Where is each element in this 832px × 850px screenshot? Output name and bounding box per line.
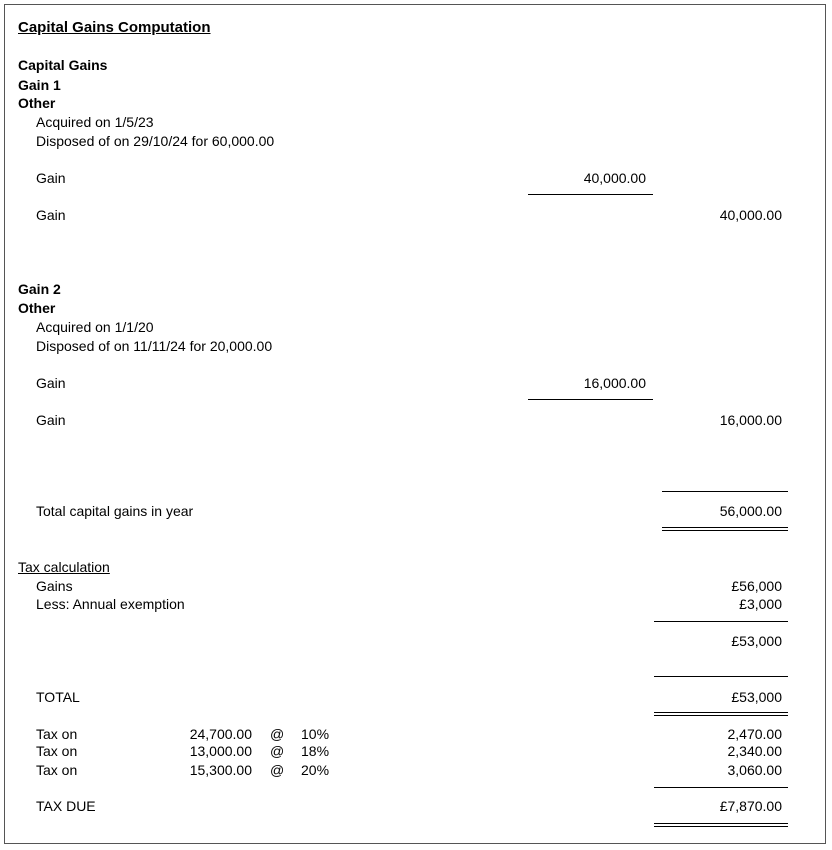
total-gains-label: Total capital gains in year [36,503,194,519]
gain-2-heading: Gain 2 [18,281,61,297]
band-2-amount: 13,000.00 [189,743,252,759]
band-1-tax: 2,470.00 [727,726,782,742]
section-heading: Capital Gains [18,57,108,73]
band-1-rate: 10% [301,726,330,742]
gain-2-rule [528,399,653,400]
gain-1-total-value: 40,000.00 [719,207,782,223]
band-2-tax: 2,340.00 [727,743,782,759]
gain-1-acquired: Acquired on 1/5/23 [36,114,154,130]
gain-1-disposed: Disposed of on 29/10/24 for 60,000.00 [36,133,275,149]
band-3-at: @ [270,762,285,778]
tax-due-label: TAX DUE [36,798,96,814]
band-1-amount: 24,700.00 [189,726,252,742]
total-value: £53,000 [731,689,782,705]
band-2-at: @ [270,743,285,759]
gain-2-label: Gain [36,375,66,391]
total-top-rule [654,676,788,677]
tax-gains-label: Gains [36,578,73,594]
gain-1-total-label: Gain [36,207,66,223]
exemption-value: £3,000 [739,596,782,612]
net-gains-value: £53,000 [731,633,782,649]
tax-due-top-rule [654,787,788,788]
total-gains-value: 56,000.00 [719,503,782,519]
gain-2-disposed: Disposed of on 11/11/24 for 20,000.00 [36,338,273,354]
gain-2-type: Other [18,300,56,316]
band-2-rate: 18% [301,743,330,759]
gain-2-total-value: 16,000.00 [719,412,782,428]
band-3-label: Tax on [36,762,78,778]
report-title: Capital Gains Computation [18,19,211,36]
band-1-at: @ [270,726,285,742]
total-gains-top-rule [662,491,788,492]
total-label: TOTAL [36,689,80,705]
total-double-rule [654,712,788,716]
gain-1-type: Other [18,95,56,111]
tax-due-double-rule [654,823,788,827]
tax-gains-value: £56,000 [731,578,782,594]
tax-due-value: £7,870.00 [719,798,782,814]
band-2-label: Tax on [36,743,78,759]
net-gains-rule [654,621,788,622]
band-3-tax: 3,060.00 [727,762,782,778]
total-gains-double-rule [662,527,788,531]
gain-2-value: 16,000.00 [583,375,646,391]
tax-calc-heading: Tax calculation [18,559,110,575]
band-1-label: Tax on [36,726,78,742]
gain-1-label: Gain [36,170,66,186]
exemption-label: Less: Annual exemption [36,596,185,612]
gain-1-rule [528,194,653,195]
gain-2-total-label: Gain [36,412,66,428]
gain-1-value: 40,000.00 [583,170,646,186]
band-3-amount: 15,300.00 [189,762,252,778]
gain-1-heading: Gain 1 [18,77,61,93]
gain-2-acquired: Acquired on 1/1/20 [36,319,154,335]
band-3-rate: 20% [301,762,330,778]
